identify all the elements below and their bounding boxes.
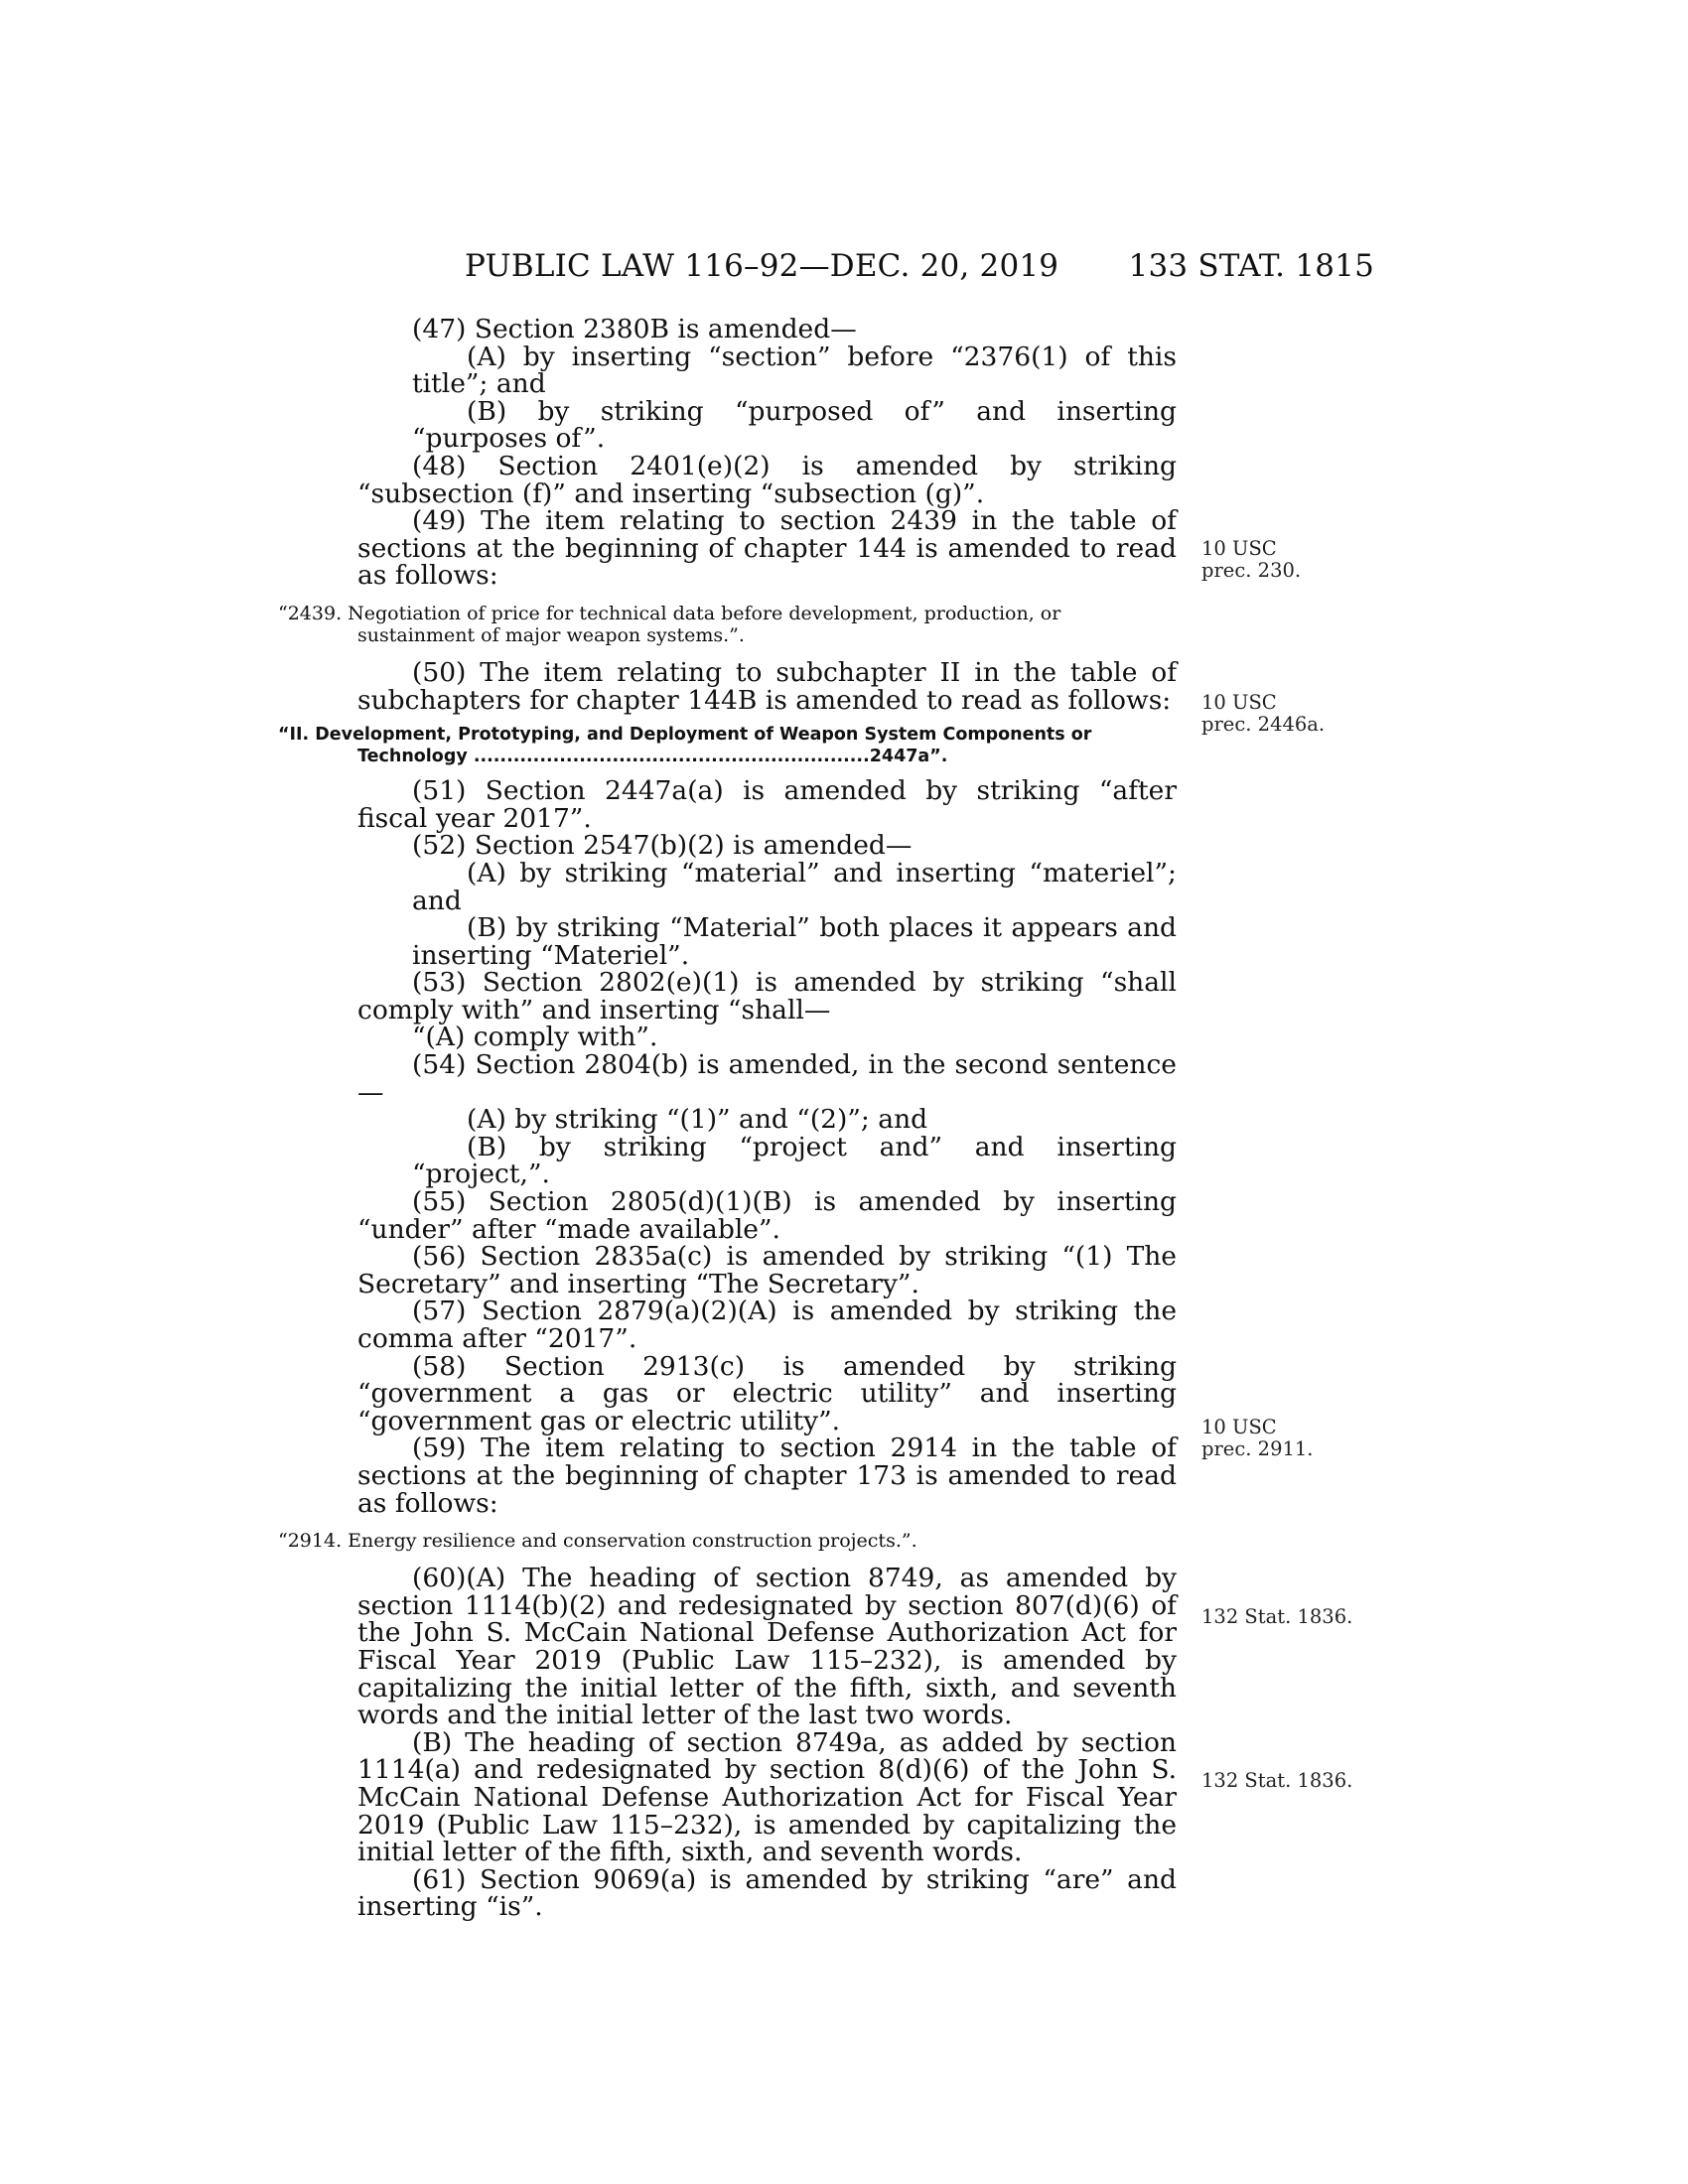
- margin-note-10usc-prec-230: [1201, 538, 1301, 582]
- margin-note-line: 10 USC: [1201, 1416, 1277, 1438]
- para-54-b: (B) by striking “project and” and inserting “project,”.: [412, 1131, 1177, 1190]
- para-47-a: (A) by inserting “section” before “2376(1) of this title”; and: [412, 341, 1177, 400]
- para-59: (59) The item relating to section 2914 in the table of sections at the beginning of chapter 173 is amended to read as follows:: [357, 1433, 1177, 1519]
- para-50: (50) The item relating to subchapter II in the table of subchapters for chapter 144B is amended to read as follows:: [357, 656, 1177, 716]
- margin-note-line: 10 USC: [1201, 691, 1277, 714]
- para-47: (47) Section 2380B is amended—: [412, 314, 857, 344]
- para-52-b: (B) by striking “Material” both places it appears and inserting “Materiel”.: [412, 912, 1177, 971]
- para-54: (54) Section 2804(b) is amended, in the second sentence—: [357, 1049, 1177, 1108]
- margin-note-132-stat-1836: 132 Stat. 1836.: [1201, 1769, 1353, 1792]
- para-57: (57) Section 2879(a)(2)(A) is amended by striking the comma after “2017”.: [357, 1296, 1177, 1354]
- margin-note-10usc-prec-2911: [1201, 1417, 1314, 1460]
- para-49: (49) The item relating to section 2439 in the table of sections at the beginning of chapter 144 is amended to read as follows:: [357, 505, 1177, 592]
- para-53-a: “(A) comply with”.: [412, 1022, 658, 1053]
- toc-item-2914: “2914. Energy resilience and conservation construction projects.”.: [278, 1530, 917, 1553]
- para-54-a: (A) by striking “(1)” and “(2)”; and: [467, 1104, 928, 1136]
- margin-note-line: 10 USC: [1201, 537, 1277, 560]
- margin-note-line: prec. 2911.: [1201, 1437, 1314, 1460]
- para-61: (61) Section 9069(a) is amended by striking “are” and inserting “is”.: [357, 1863, 1177, 1923]
- para-52: (52) Section 2547(b)(2) is amended—: [412, 830, 913, 862]
- margin-note-line: prec. 230.: [1201, 559, 1302, 582]
- para-60-a: (60)(A) The heading of section 8749, as amended by section 1114(b)(2) and redesignated by section 807(d)(6) of the John S. McCain National Defense Authorization Act for Fiscal Year 2019 (Public Law 115–232), is amended by capitalizing the initial letter of the fifth, sixth, and seventh words and the initial letter of the last two words.: [357, 1563, 1177, 1731]
- para-56: (56) Section 2835a(c) is amended by striking “(1) The Secretary” and inserting “The Secretary”.: [357, 1241, 1177, 1299]
- margin-note-line: prec. 2446a.: [1201, 713, 1326, 736]
- document-body: [278, 314, 1177, 1923]
- page-header-title: PUBLIC LAW 116–92—DEC. 20, 2019: [465, 248, 1059, 284]
- para-48: (48) Section 2401(e)(2) is amended by striking “subsection (f)” and inserting “subsection (g)”.: [357, 450, 1177, 509]
- para-60-b: (B) The heading of section 8749a, as added by section 1114(a) and redesignated by section 8(d)(6) of the John S. McCain National Defense Authorization Act for Fiscal Year 2019 (Public Law 115–232), is amended by capitalizing the initial letter of the fifth, sixth, and seventh words.: [357, 1726, 1177, 1868]
- margin-note-10usc-prec-2446a: [1201, 692, 1325, 736]
- para-52-a: (A) by striking “material” and inserting “materiel”; and: [412, 857, 1177, 916]
- para-58: (58) Section 2913(c) is amended by striking “government a gas or electric utility” and inserting “government gas or electric utility”.: [357, 1350, 1177, 1436]
- para-47-b: (B) by striking “purposed of” and inserting “purposes of”.: [412, 395, 1177, 455]
- toc-item-2439: “2439. Negotiation of price for technical data before development, production, or sustainment of major weapon systems.”.: [278, 602, 1061, 646]
- toc-item-subchapter-ii: “II. Development, Prototyping, and Deployment of Weapon System Components or Technology ............................................................2447a”.: [278, 725, 1092, 767]
- margin-note-132-stat-1836: 132 Stat. 1836.: [1201, 1605, 1353, 1628]
- para-55: (55) Section 2805(d)(1)(B) is amended by inserting “under” after “made available”.: [357, 1186, 1177, 1245]
- para-53: (53) Section 2802(e)(1) is amended by striking “shall comply with” and inserting “shall—: [357, 967, 1177, 1025]
- para-51: (51) Section 2447a(a) is amended by striking “after fiscal year 2017”.: [357, 775, 1177, 834]
- page-header-stat: 133 STAT. 1815: [1128, 248, 1374, 284]
